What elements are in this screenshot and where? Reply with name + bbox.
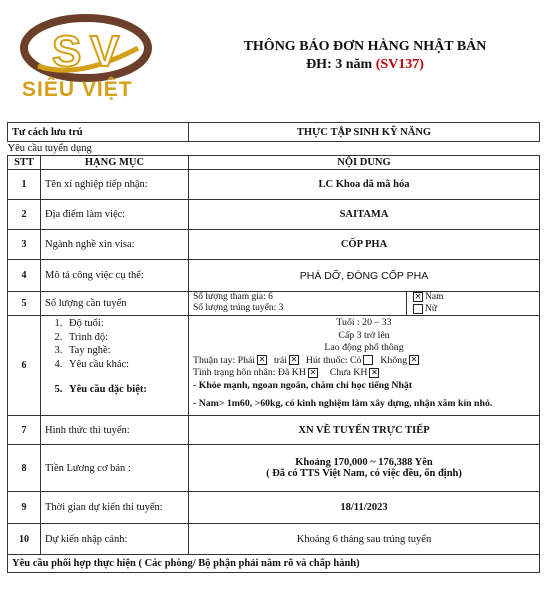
order-table	[7, 122, 540, 573]
selected-count: Số lượng trúng tuyển: 3	[193, 303, 284, 314]
residence-status-value: THỰC TẬP SINH KỸ NĂNG	[189, 123, 540, 142]
footer-note: Yêu cầu phối hợp thực hiện ( Các phòng/ Bộ phận phải nắm rõ và chấp hành)	[8, 555, 540, 573]
document-header	[0, 0, 547, 118]
smoke-no-checkbox-icon: ✕	[410, 355, 418, 365]
male-checkbox-icon: ✕	[414, 292, 422, 302]
female-checkbox-icon	[413, 304, 423, 314]
table-row: 5 Số lượng cần tuyển Số lượng tham gia: 6 Số lượng trúng tuyển: 3 ✕ Nam Nữ	[8, 292, 540, 316]
handedness-smoking: Thuận tay: Phải ✕ trái ✕ Hút thuốc: Có Không ✕	[193, 354, 418, 366]
single-checkbox-icon: ✕	[371, 367, 378, 377]
married-checkbox-icon: ✕	[309, 367, 317, 377]
table-row: 4 Mô tả công việc cụ thể: PHÁ DỠ, ĐÓNG CỐP PHA	[8, 260, 540, 292]
left-hand-checkbox-icon: ✕	[290, 355, 298, 365]
column-header-item: HẠNG MỤC	[41, 156, 189, 170]
smoke-yes-checkbox-icon	[363, 355, 373, 365]
special-requirement-2: - Nam> 1m60, >60kg, có kinh nghiệm làm xây dựng, nhận xăm kín nhỏ.	[193, 398, 493, 409]
education-requirement: Cấp 3 trở lên	[338, 329, 390, 341]
table-row: 3 Ngành nghề xin visa: CỐP PHA	[8, 230, 540, 260]
order-code: (SV137)	[375, 57, 424, 72]
table-row: 6 1. Độ tuổi: 2. Trình độ: 3. Tay nghề: 4. Yêu cầu khác: 5. Yêu cầu đặc biệt: Tuổi : 20 – 33 Cấp 3 trở lên Lao động phổ thông Thuận tay: Phải ✕ trái ✕ Hút thuốc: Có Không ✕ Tình trạng hôn nhân: Đã KH ✕ Chưa KH ✕ - Khỏe mạnh, ngoan ngoãn, chăm chỉ học tiếng Nhật - Nam> 1m60, >60kg, có kinh nghiệm làm xây dựng, nhận xăm kín nhỏ.	[8, 316, 540, 416]
special-requirement-1: - Khỏe mạnh, ngoan ngoãn, chăm chỉ học tiếng Nhật	[193, 379, 413, 391]
table-row: 1 Tên xí nghiệp tiếp nhận: LC Khoa dã mã hóa	[8, 170, 540, 200]
table-row: 8 Tiền Lương cơ bản : Khoảng 170,000 ~ 176,388 Yên ( Đã có TTS Việt Nam, có việc đều, ổn định)	[8, 445, 540, 492]
right-hand-checkbox-icon: ✕	[258, 355, 266, 365]
requirement-list: 1. Độ tuổi: 2. Trình độ: 3. Tay nghề: 4. Yêu cầu khác: 5. Yêu cầu đặc biệt:	[45, 317, 184, 397]
table-row: 2 Địa điểm làm việc: SAITAMA	[8, 200, 540, 230]
age-requirement: Tuổi : 20 – 33	[336, 317, 392, 328]
skill-requirement: Lao động phổ thông	[324, 342, 404, 353]
participants-count: Số lượng tham gia: 6	[193, 292, 273, 303]
company-name: SIÊU VIỆT	[22, 78, 133, 101]
requirement-caption: Yêu cầu tuyển dụng	[7, 143, 92, 154]
svg-text:S: S	[52, 27, 82, 76]
svg-text:V: V	[90, 27, 120, 76]
salary-note: ( Đã có TTS Việt Nam, có việc đều, ổn định)	[266, 468, 462, 479]
marital-status: Tình trạng hôn nhân: Đã KH ✕ Chưa KH ✕	[193, 367, 378, 378]
table-row: 10 Dự kiến nhập cảnh: Khoảng 6 tháng sau trúng tuyển	[8, 524, 540, 555]
table-row: 7 Hình thức thi tuyển: XN VỀ TUYỂN TRỰC TIẾP	[8, 416, 540, 445]
title-line-2: ĐH: 3 năm (SV137)	[306, 57, 424, 72]
column-header-stt: STT	[8, 156, 41, 170]
column-header-content: NỘI DUNG	[189, 156, 540, 170]
table-row: 9 Thời gian dự kiến thi tuyển: 18/11/2023	[8, 492, 540, 524]
document-title	[200, 38, 530, 74]
residence-status-label: Tư cách lưu trú	[8, 123, 189, 142]
salary-range: Khoảng 170,000 ~ 176,388 Yên	[295, 457, 433, 468]
title-line-1: THÔNG BÁO ĐƠN HÀNG NHẬT BẢN	[243, 39, 487, 54]
